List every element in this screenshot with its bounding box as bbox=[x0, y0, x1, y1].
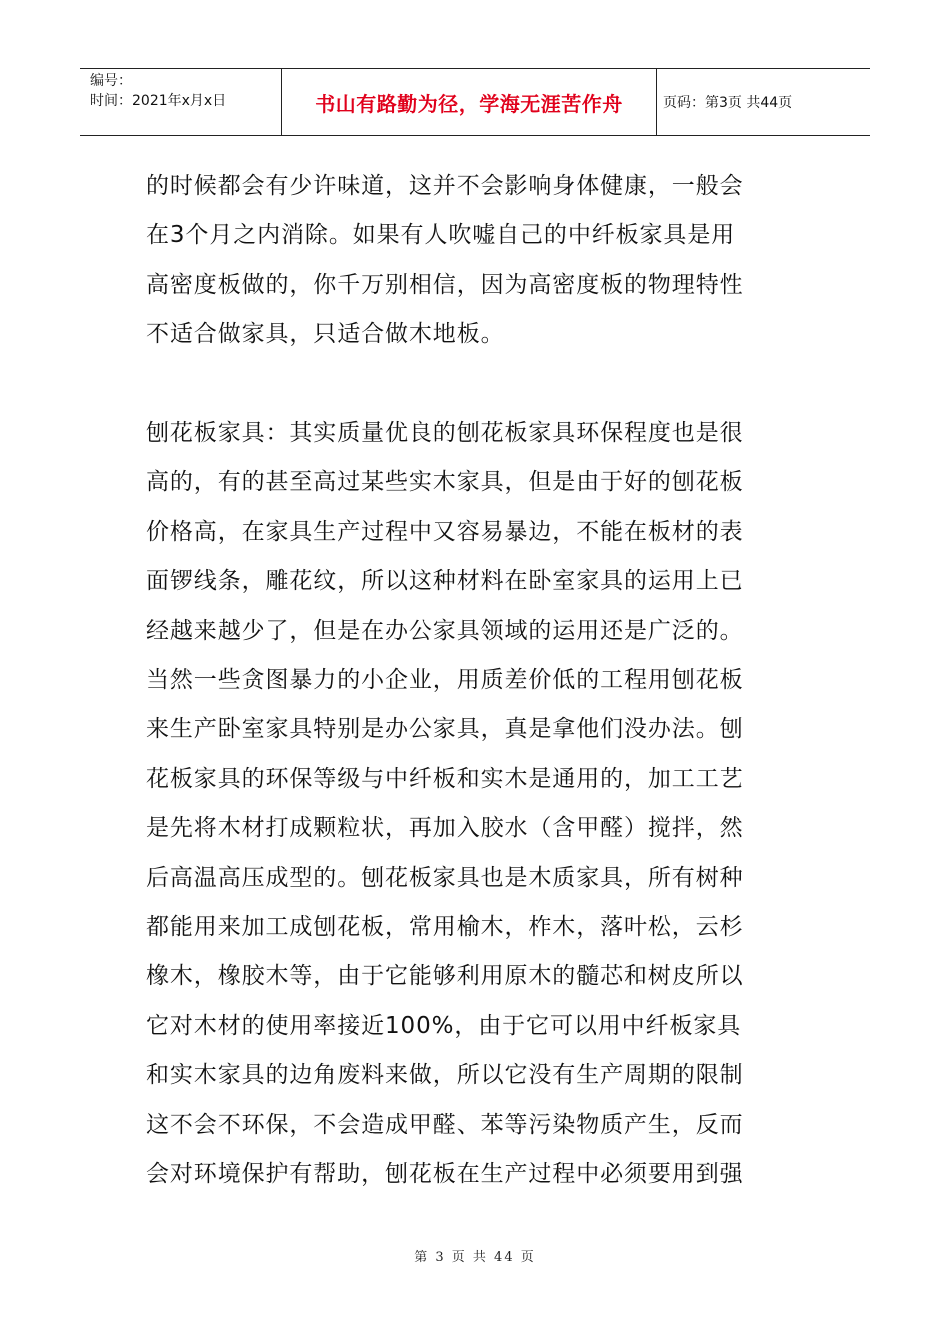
text-line: 经越来越少了，但是在办公家具领域的运用还是广泛的。 bbox=[146, 617, 744, 644]
text-line: 价格高，在家具生产过程中又容易暴边，不能在板材的表 bbox=[146, 518, 744, 545]
text-line: 不适合做家具，只适合做木地板。 bbox=[146, 321, 505, 348]
document-body bbox=[146, 162, 818, 1200]
text-line: 这不会不环保，不会造成甲醛、苯等污染物质产生，反而 bbox=[146, 1111, 744, 1138]
header-page-info: 页码：第3页 共44页 bbox=[663, 95, 793, 111]
paragraph-gap bbox=[146, 360, 818, 409]
header-meta-cell bbox=[80, 69, 282, 135]
text-line: 高的，有的甚至高过某些实木家具，但是由于好的刨花板 bbox=[146, 469, 744, 496]
page-footer: 第 3 页 共 44 页 bbox=[414, 1250, 536, 1265]
text-line: 面锣线条，雕花纹，所以这种材料在卧室家具的运用上已 bbox=[146, 568, 744, 595]
text-line: 它对木材的使用率接近100%，由于它可以用中纤板家具 bbox=[146, 1012, 742, 1039]
text-line: 的时候都会有少许味道，这并不会影响身体健康，一般会 bbox=[146, 173, 744, 199]
text-line: 高密度板做的，你千万别相信，因为高密度板的物理特性 bbox=[146, 271, 744, 298]
document-header bbox=[80, 68, 870, 136]
text-line: 在3个月之内消除。如果有人吹嘘自己的中纤板家具是用 bbox=[146, 222, 736, 249]
text-line: 当然一些贪图暴力的小企业，用质差价低的工程用刨花板 bbox=[146, 667, 744, 694]
header-time-label: 时间：2021年x月x日 bbox=[90, 93, 227, 109]
text-line: 都能用来加工成刨花板，常用榆木，柞木，落叶松，云杉 bbox=[146, 914, 744, 941]
text-line: 是先将木材打成颗粒状，再加入胶水（含甲醛）搅拌，然 bbox=[146, 815, 744, 842]
text-line: 来生产卧室家具特别是办公家具，真是拿他们没办法。刨 bbox=[146, 716, 744, 743]
paragraph-1 bbox=[146, 162, 818, 360]
text-line: 会对环境保护有帮助，刨花板在生产过程中必须要用到强 bbox=[146, 1161, 744, 1188]
header-number-label: 编号： bbox=[90, 73, 132, 89]
text-line: 和实木家具的边角废料来做，所以它没有生产周期的限制 bbox=[146, 1062, 744, 1089]
text-line: 刨花板家具：其实质量优良的刨花板家具环保程度也是很 bbox=[146, 420, 744, 447]
paragraph-2 bbox=[146, 409, 818, 1200]
text-line: 花板家具的环保等级与中纤板和实木是通用的，加工工艺 bbox=[146, 765, 744, 792]
header-motto: 书山有路勤为径，学海无涯苦作舟 bbox=[282, 69, 657, 135]
text-line: 后高温高压成型的。刨花板家具也是木质家具，所有树种 bbox=[146, 864, 744, 891]
text-line: 橡木，橡胶木等，由于它能够利用原木的髓芯和树皮所以 bbox=[146, 963, 744, 990]
